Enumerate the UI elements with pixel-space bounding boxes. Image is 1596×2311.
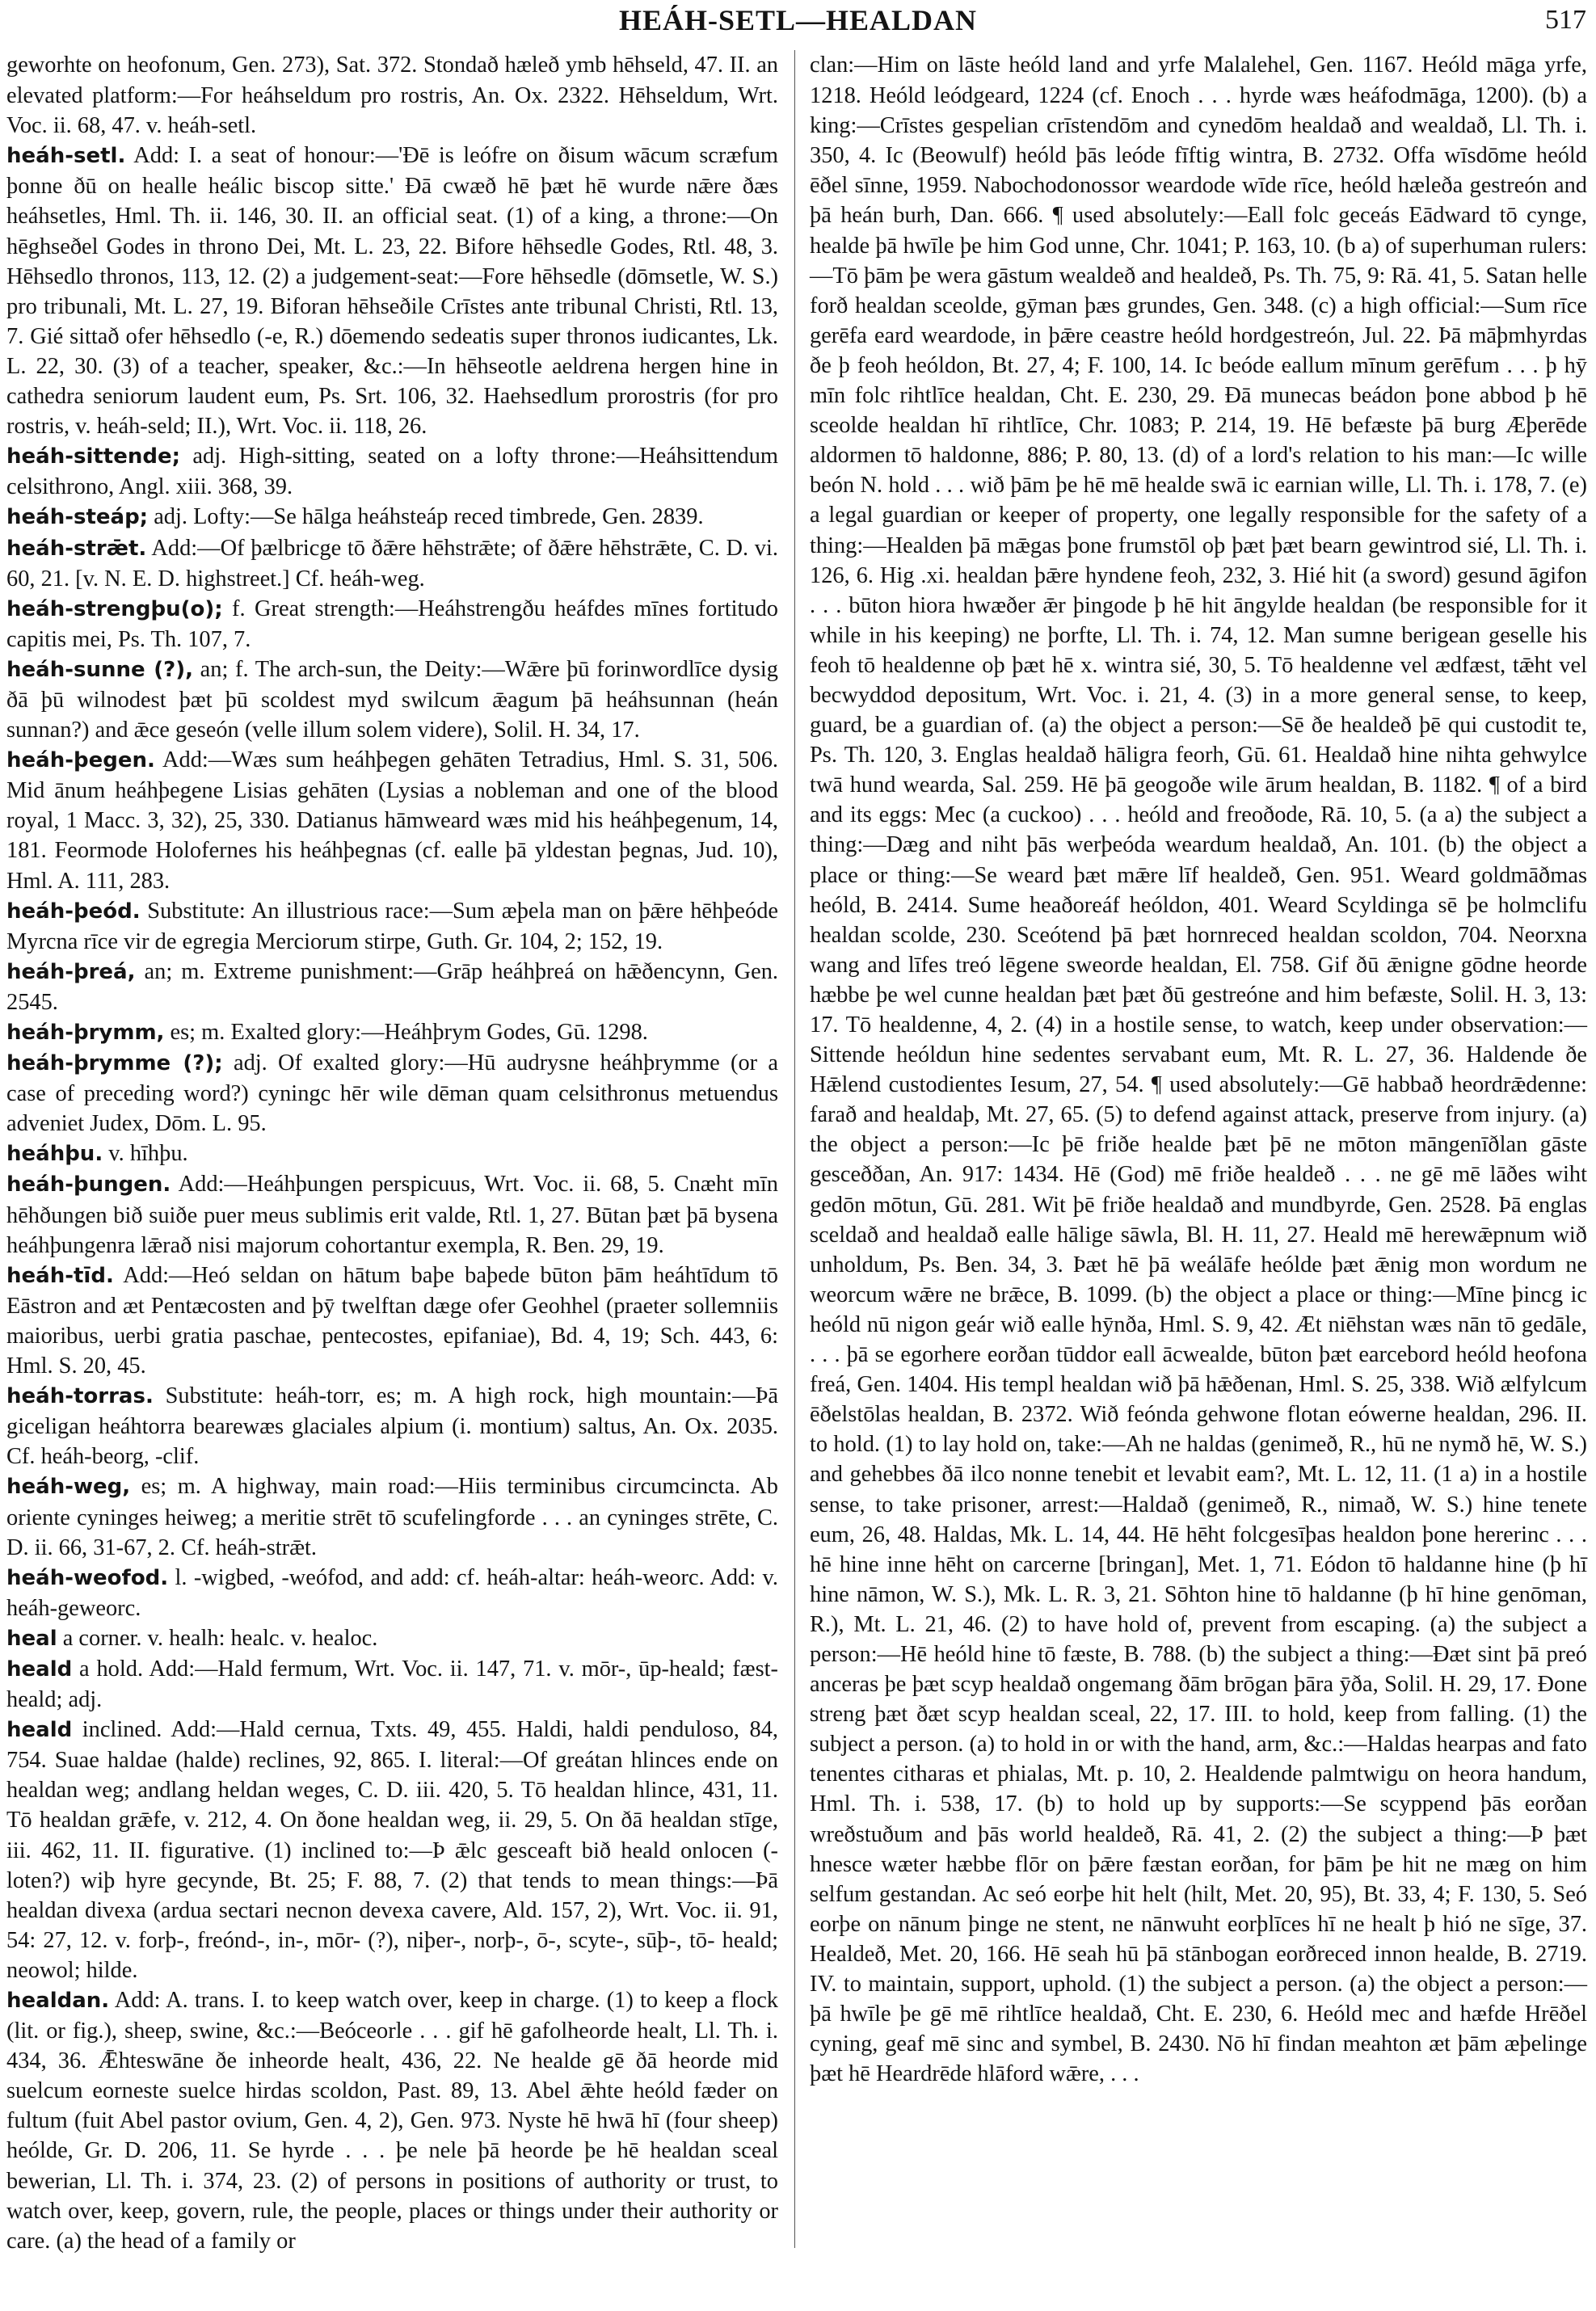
entry-text: a corner. v. healh: healc. v. healoc. — [57, 1625, 378, 1651]
entry-text: Substitute: heáh-torr, es; m. A high rock, high mountain:—Þā giceligan heáhtorra bearewæs glaciales alpium (i. montium) saltus, An. Ox. 2035. Cf. heáh-beorg, -clif. — [6, 1383, 778, 1470]
dictionary-entry — [6, 896, 778, 957]
headword: heáh-þrymme (?); — [6, 1051, 223, 1076]
headword: heal — [6, 1626, 57, 1651]
headword: heáh-setl. — [6, 144, 126, 169]
headword: heáh-þreá, — [6, 959, 136, 984]
entry-text: geworhte on heofonum, Gen. 273), Sat. 372. Stondað hæleð ymb hēhseld, 47. II. an elevated platform:—For heáhseldum pro rostris, An. Ox. 2322. Hēhseldum, Wrt. Voc. ii. 68, 47. v. heáh-setl. — [6, 53, 778, 139]
dictionary-entry — [6, 441, 778, 502]
headword: heáh-weofod. — [6, 1565, 169, 1590]
entry-text: Add: A. trans. I. to keep watch over, keep in charge. (1) to keep a flock (lit. or fig.), sheep, swine, &c.:—Beóceorle . . . gif hē gafolheorde healt, Ll. Th. i. 434, 36. Ǣhteswāne ðe inheorde healt, 436, 22. Ne healde gē ðā heorde mid suelcum eorneste suelce hirdas scoldon, Past. 89, 13. Abel ǣhte heóld fæder on fultum (fuit Abel pastor ovium, Gen. 4, 2), Gen. 973. Nyste hē hwā hī (four sheep) heólde, Gr. D. 206, 11. Se hyrde . . . þe nele þā heorde þe hē healdan sceal bewerian, Ll. Th. i. 374, 23. (2) of persons in positions of authority or trust, to watch over, keep, govern, rule, the people, places or things under their authority or care. (a) the head of a family or — [6, 1988, 778, 2254]
entry-text: adj. High-sitting, seated on a lofty throne:—Heáhsittendum celsithrono, Angl. xiii. 368, 39. — [6, 444, 778, 500]
entry-text: Add:—Of þælbricge tō ðǣre hēhstrǣte; of ðǣre hēhstrǣte, C. D. vi. 60, 21. [v. N. E. D. highstreet.] Cf. heáh-weg. — [6, 535, 778, 591]
running-title: HEÁH-SETL—HEALDAN — [618, 4, 978, 36]
headword: heáh-tīd. — [6, 1263, 114, 1288]
dictionary-entry — [6, 1048, 778, 1139]
dictionary-entry — [6, 1261, 778, 1381]
entry-text: Add:—Heáhþungen perspicuus, Wrt. Voc. ii. 68, 5. Cnæht mīn hēhðungen bið suiðe puer meus sublimis erit valde, Rtl. 1, 27. Būtan þæt þā bysena heáhþungenra lǣrað nisi majorum cohortantur exempla, R. Ben. 29, 19. — [6, 1172, 778, 1258]
dictionary-entry — [6, 1715, 778, 1985]
headword: heáhþu. — [6, 1142, 103, 1167]
headword: heáh-sunne (?), — [6, 657, 193, 682]
entry-text: l. -wigbed, -weófod, and add: cf. heáh-altar: heáh-weorc. Add: v. heáh-geweorc. — [6, 1564, 778, 1621]
dictionary-entry — [6, 1381, 778, 1471]
dictionary-entry — [6, 1471, 778, 1562]
dictionary-entry — [6, 1017, 778, 1048]
dictionary-entry — [6, 502, 778, 532]
dictionary-entry — [6, 745, 778, 895]
headword: heáh-torras. — [6, 1384, 154, 1409]
dictionary-entry — [6, 50, 778, 141]
dictionary-entry — [810, 50, 1587, 2089]
dictionary-entry — [6, 1654, 778, 1715]
headword: heáh-þrymm, — [6, 1021, 165, 1045]
headword: healdan. — [6, 1989, 110, 2013]
entry-text: Add:—Wæs sum heáhþegen gehāten Tetradius, Hml. S. 31, 506. Mid ānum heáhþegene Lisias gehāten (Lysias a nobleman and one of the blood royal, 1 Macc. 3, 32), 25, 330. Datianus hāmweard wæs mid his heáhþegenum, 14, 181. Feormode Holofernes his heáhþegnas (cf. ealle þā yldestan þegnas, Jud. 10), Hml. A. 111, 283. — [6, 747, 778, 894]
headword: heáh-þegen. — [6, 748, 155, 773]
left-column — [6, 50, 778, 2256]
right-column — [810, 50, 1587, 2089]
headword: heáh-þeód. — [6, 899, 141, 924]
headword: heáh-strǣt. — [6, 536, 147, 561]
entry-text: inclined. Add:—Hald cernua, Txts. 49, 455. Haldi, haldi penduloso, 84, 754. Suae haldae (halde) reclines, 92, 865. I. literal:—Of greátan hlinces ende on healdan weg; andlang heldan weges, C. D. iii. 420, 5. Tō healdan hlince, 431, 11. Tō healdan grǣfe, v. 212, 4. On ðone healdan weg, ii. 29, 5. On ðā healdan stīge, iii. 462, 11. II. figurative. (1) inclined to:—Þ ǣlc gesceaft bið heald onlocen (-loten?) wiþ hyre gecynde, Bt. 25; F. 88, 7. (2) that tends to mean things:—Þā healdan divexa (ardua sectari necnon devexa cavere, Ald. 157, 2), Wrt. Voc. ii. 91, 54: 27, 12. v. forþ-, freónd-, in-, mōr- (?), niþer-, norþ-, ō-, scyte-, sūþ-, tō- heald; neowol; hilde. — [6, 1717, 778, 1983]
headword: heald — [6, 1656, 73, 1682]
headword: heald — [6, 1718, 73, 1743]
entry-text: adj. Lofty:—Se hālga heáhsteáp reced timbrede, Gen. 2839. — [148, 504, 704, 530]
entry-text: f. Great strength:—Heáhstrengðu heáfdes mīnes fortitudo capitis mei, Ps. Th. 107, 7. — [6, 596, 778, 652]
dictionary-entry — [6, 533, 778, 594]
column-divider — [794, 50, 795, 2248]
dictionary-entry — [6, 1139, 778, 1169]
entry-text: Substitute: An illustrious race:—Sum æþela man on þǣre hēhþeóde Myrcna rīce vir de egregia Merciorum stirpe, Guth. Gr. 104, 2; 152, 19. — [6, 898, 778, 954]
headword: heáh-steáp; — [6, 505, 149, 530]
entry-text: Add:—Heó seldan on hātum baþe baþede būton þām heáhtīdum tō Eāstron and æt Pentæcosten and þȳ twelftan dæge ofer Geohhel (praeter sollemniis maioribus, uerbi gratia paschae, pentecostes, epifaniae), Bd. 4, 19; Sch. 443, 6: Hml. S. 20, 45. — [6, 1262, 778, 1379]
entry-text: es; m. A highway, main road:—Hiis terminibus circumcincta. Ab oriente cyninges heiweg; a meritie strēt tō scufelingforde . . . an cyninges strēte, C. D. ii. 66, 31-67, 2. Cf. heáh-strǣt. — [6, 1474, 778, 1560]
headword: heáh-weg, — [6, 1475, 131, 1500]
headword: heáh-þungen. — [6, 1172, 171, 1198]
page-header — [0, 3, 1596, 44]
dictionary-entry — [6, 957, 778, 1017]
entry-text: Add: I. a seat of honour:—'Ðē is leófre on ðisum wācum scræfum þonne ðū on healle heálic biscop sitte.' Ðā cwæð hē þæt hē wurde nǣre ðæs heáhsetles, Hml. Th. ii. 146, 30. II. an official seat. (1) of a king, a throne:—On hēghseðel Godes in throno Dei, Mt. L. 23, 22. Bifore hēhsedle Godes, Rtl. 48, 3. Hēhsedlo thronos, 113, 12. (2) a judgement-seat:—Fore hēhsedle (dōmsetle, W. S.) pro tribunali, Mt. L. 27, 19. Biforan hēhseðile Crīstes ante tribunal Christi, Rtl. 13, 7. Gié sittað ofer hēhsedlo (-e, R.) dōemendo sedeatis super thronos iudicantes, Lk. L. 22, 30. (3) of a teacher, speaker, &c.:—In hēhseotle aeldrena hergen hine in cathedra seniorum laudent eum, Ps. Srt. 106, 32. Haehsedlum prorostris (for pro rostris, v. heáh-seld; II.), Wrt. Voc. ii. 118, 26. — [6, 143, 778, 440]
dictionary-entry — [6, 141, 778, 441]
dictionary-entry — [6, 1985, 778, 2256]
entry-text: es; m. Exalted glory:—Heáhþrym Godes, Gū. 1298. — [164, 1020, 648, 1045]
dictionary-entry — [6, 1623, 778, 1654]
headword: heáh-strengþu(o); — [6, 596, 223, 621]
entry-text: adj. Of exalted glory:—Hū audrysne heáhþrymme (or a case of preceding word?) cyningc hēr wile dēman quam celsithronus metuendus adveniet Judex, Dōm. L. 95. — [6, 1050, 778, 1137]
headword: heáh-sittende; — [6, 444, 181, 469]
entry-text: clan:—Him on lāste heóld land and yrfe Malalehel, Gen. 1167. Heóld māga yrfe, 1218. Heóld leódgeard, 1224 (cf. Enoch . . . hyrde wæs heáfodmāga, 1200). (b) a king:—Crīstes gespelian crīstendōm and cynedōm healdað and wealdað, Ll. Th. i. 350, 4. Ic (Beowulf) heóld þās leóde fīftig wintra, B. 2732. Offa wīsdōme heóld ēðel sīnne, 1959. Nabochodonossor weardode wīde rīce, heóld hæleða gestreón and þā heán burh, Dan. 666. ¶ used absolutely:—Eall folc geceás Eādward tō cynge, healde þā hwīle þe him God unne, Chr. 1041; P. 163, 10. (b a) of superhuman rulers:—Tō þām þe wera gāstum wealdeð and healdeð, Ps. Th. 75, 9: Rā. 41, 5. Satan helle forð healdan sceolde, gȳman þæs grundes, Gen. 348. (c) a high official:—Sum rīce gerēfa eard weardode, in þǣre ceastre heóld hordgestreón, Jul. 22. Þā māþmhyrdas ðe þ feoh heóldon, Bt. 27, 4; F. 100, 14. Ic beóde eallum mīnum gerēfum . . . þ hȳ mīn folc rihtlīce healdan, Cht. E. 230, 29. Ðā munecas beádon þone abbod þ hē sceolde healdan hī rihtlīce, Chr. 1083; P. 214, 19. Hē befæste þā burg Æþerēde aldormen tō haldonne, 886; P. 80, 13. (d) of a lord's relation to his man:—Ic wille beón N. hold . . . wið þām þe hē mē healde swā ic earnian wille, Ll. Th. i. 178, 7. (e) a legal guardian or keeper of property, one legally responsible for the safety of a thing:—Healden þā mǣgas þone frumstōl oþ þæt þæt bearn gewintrod sié, Ll. Th. i. 126, 6. Hig .xi. healdan þǣre hyndene feoh, 232, 3. Hié hit (a sword) gesund āgifon . . . būton hiora hwæðer ǣr þingode þ hē hit āngylde healdan (be responsible for it while in his keeping) ne þorfte, Ll. Th. i. 74, 12. Man sumne berigean geselle his feoh tō healdenne oþ þæt hē x. wintra sié, 30, 5. Tō healdenne vel ædfæst, tǣht vel becwyddod depositum, Wrt. Voc. i. 21, 4. (3) in a more general sense, to keep, guard, be a guardian of. (a) the object a person:—Sē ðe healdeð þē qui custodit te, Ps. Th. 120, 3. Englas healdað hāligra feorh, Gū. 61. Healdað hine nihta gehwylce twā hund wearda, Sal. 259. Hē þā geogoðe wile ārum healdan, B. 1182. ¶ of a bird and its eggs: Mec (a cuckoo) . . . heóld and freoðode, Rā. 10, 5. (a a) the subject a thing:—Dæg and niht þās werþeóda weardum healdað, An. 101. (b) the object a place or thing:—Se weard þæt mǣre līf healdeð, Gen. 951. Weard goldmāðmas heóld, B. 2414. Sume heaðoreáf heóldon, 401. Weard Scyldinga sē þe holmclifu healdan scolde, 230. Sceótend þā þæt hornreced healdan scoldon, 704. Neorxna wang and līfes treó lēgene sweorde healdan, El. 758. Gif ðū ǣnigne gōdne heorde hæbbe þe wel cunne healdan þæt þæt ðū gestreóne and him befæste, Solil. H. 3, 13: 17. Tō healdenne, 4, 2. (4) in a hostile sense, to watch, keep under observation:—Sittende heóldun hine sedentes servabant eum, Mt. R. L. 27, 36. Haldende ðe Hǣlend custodientes Iesum, 27, 54. ¶ used absolutely:—Gē habbað heordrǣdenne: farað and healdaþ, Mt. 27, 65. (5) to defend against attack, preserve from injury. (a) the object a person:—Ic þē friðe healde þæt þē ne mōton māngenīðlan gāste gesceððan, An. 917: 1434. Hē (God) mē friðe healdeð . . . ne gē mē lāðes wiht gedōn mōtun, Gū. 281. Wit þē friðe healdað and mundbyrde, Gen. 2528. Þā englas sceldað and healdað ealle hālige sāwla, Bl. H. 11, 27. Heald mē herewǣpnum wið unholdum, Ps. Ben. 34, 3. Þæt hē þā weálāfe heólde þæt ǣnig mon wordum ne weorcum wǣre ne brǣce, B. 1099. (b) the object a place or thing:—Mīne þincg ic heóld nū nigon geár wið ealle hȳnða, Hml. S. 9, 42. Æt niēhstan wæs nān tō gedāle, . . . þā se egorhere eorðan tūddor eall ācwealde, būton þæt earcebord heóld heofona freá, Gen. 1404. His templ healdan wið þā hǣðenan, Hml. S. 25, 338. Wið ælfylcum ēðelstōlas healdan, B. 2372. Wið feónda gehwone flotan eówerne healdan, 296. II. to hold. (1) to lay hold on, take:—Ah ne haldas (genimeð, R., hū ne nymð hē, W. S.) and gehebbes ðā ilco nonne tenebit et levabit eam?, Mt. L. 12, 11. (1 a) in a hostile sense, to take prisoner, arrest:—Haldað (genimeð, R., nimað, W. S.) hine tenete eum, 26, 48. Haldas, Mk. L. 14, 44. Hē hēht folcgesīþas healdon þone hererinc . . . hē hine inne hēht on carcerne [bringan], Met. 1, 71. Eódon tō haldanne hine (þ hī hine nāmon, W. S.), Mk. L. R. 3, 21. Sōhton hine tō haldanne (þ hī hine genōman, R.), Mt. L. 21, 46. (2) to have hold of, prevent from escaping. (a) the subject a person:—Hē heóld hine tō fæste, B. 788. (b) the subject a thing:—Ðæt sint þā preó anceras þe þæt scyp healdað ongemang ðām brōgan þāra ȳða, Solil. H. 29, 17. Ðone streng þæt ðæt scyp healdan sceal, 22, 17. III. to hold, keep from falling. (1) the subject a person. (a) to hold in or with the hand, arm, &c.:—Haldas hearpas and fato tenentes citharas et phialas, Mt. p. 10, 2. Healdende palmtwigu on heora handum, Hml. Th. i. 538, 17. (b) to hold up by supports:—Se scyppend þās eorðan wreðstuðum and þās world healdeð, Rā. 41, 2. (2) the subject a thing:—Þ þæt hnesce wæter hæbbe flōr on þǣre fæstan eorðan, for þām þe hit ne mæg on him selfum gestandan. Ac seó eorþe hit helt (hilt, Met. 20, 95), Bt. 33, 4; F. 130, 5. Seó eorþe on nānum þinge ne stent, ne nānwuht eorþlīces hī ne healt þ hió ne sīge, 37. Healdeð, Met. 20, 166. Hē seah hū þā stānbogan eorðreced innon healde, B. 2719. IV. to maintain, support, uphold. (1) the subject a person. (a) the object a person:—þā hwīle þe gē mē rihtlīce healdað, Cht. E. 230, 6. Heóld mec and hæfde Hrēðel cyning, geaf mē sinc and symbel, B. 2430. Nō hī findan meahton æt þām æþelinge þæt hē Heardrēde hlāford wǣre, . . . — [810, 53, 1587, 2087]
dictionary-entry — [6, 655, 778, 745]
dictionary-entry — [6, 594, 778, 655]
page-number: 517 — [1545, 5, 1586, 35]
entry-text: an; m. Extreme punishment:—Grāp heáhþreá on hǣðencynn, Gen. 2545. — [6, 958, 778, 1015]
dictionary-entry — [6, 1563, 778, 1623]
dictionary-entry — [6, 1169, 778, 1260]
entry-text: an; f. The arch-sun, the Deity:—Wǣre þū forinwordlīce dysig ðā þū wilnodest þæt þū scoldest myd swilcum ǣagum þā heáhsunnan (heán sunnan?) and ǣce geseón (velle illum solem videre), Solil. H. 34, 17. — [6, 656, 778, 743]
entry-text: a hold. Add:—Hald fermum, Wrt. Voc. ii. 147, 71. v. mōr-, ūp-heald; fæst-heald; adj. — [6, 1656, 778, 1713]
entry-text: v. hīhþu. — [103, 1141, 188, 1167]
